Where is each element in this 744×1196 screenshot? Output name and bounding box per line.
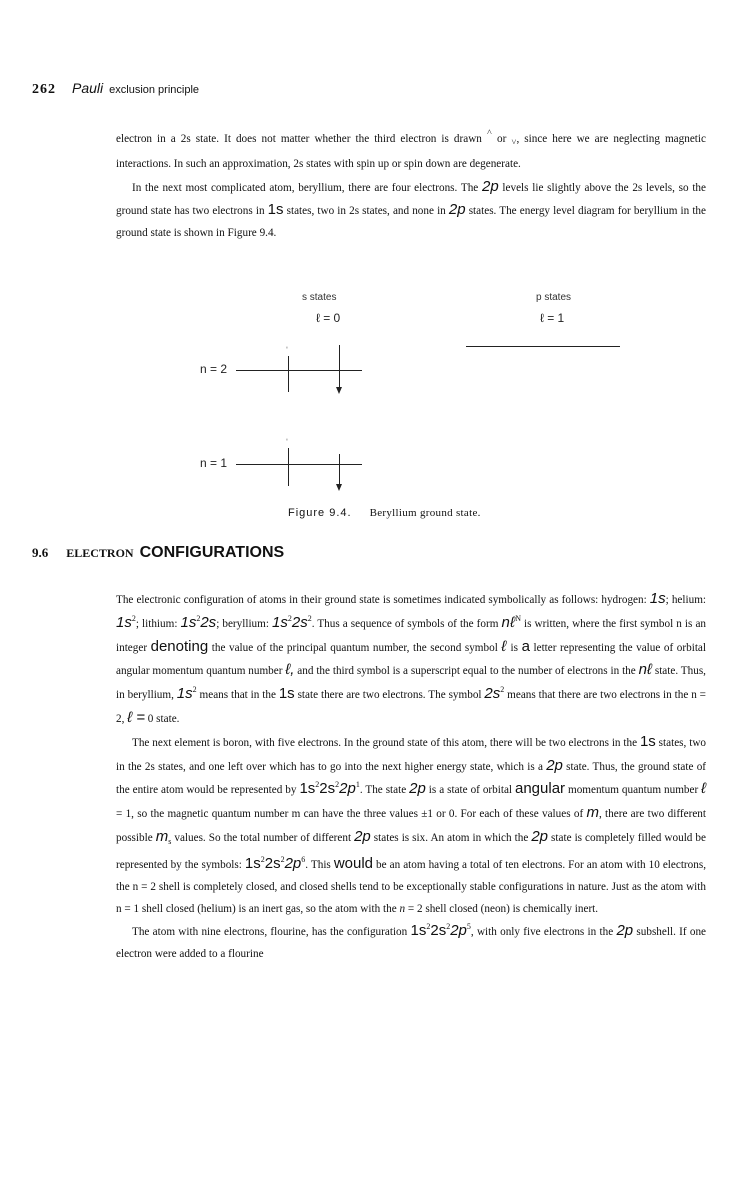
spin-up-arrowhead-n1-icon: ˈ [286,438,288,446]
caption-label: Figure 9.4. [288,507,352,519]
spin-down-arrowhead-n1-icon [336,484,342,491]
section-body-bottom [116,588,706,966]
n1-label: n = 1 [200,456,228,470]
section-title-part1: ELECTRON [66,546,134,560]
spin-up-electron-n2 [288,356,289,392]
paragraph-1: electron in a 2s state. It does not matter whether the third electron is drawn ˄ or $_˅$, since here we are neglecting magnetic interactions. In such an approximation, 2s states with spin up or spin down are degenerate. [116,127,706,170]
spin-down-icon: ˅ [511,137,517,147]
s-level-line-n1 [236,464,362,465]
section-body-top [116,122,706,245]
s-l-equation: ℓ = 0 [316,311,341,325]
s-level-line-n2 [236,370,362,371]
p-states-header: p states [536,292,572,303]
running-title-rest: exclusion principle [109,84,200,96]
section-title-part2: CONFIGURATIONS [139,544,285,561]
spin-up-arrowhead-icon: ˈ [286,346,288,354]
page-number: 262 [32,82,56,97]
section-number: 9.6 [32,545,49,560]
spin-down-arrowhead-icon [336,387,342,394]
figure-caption [288,507,481,519]
spin-down-electron-n1 [339,454,340,484]
spin-up-electron-n1 [288,448,289,486]
running-head [32,80,199,98]
paragraph-5: The atom with nine electrons, flourine, has the configuration $1s^22s^22p^5$, with only five electrons in the 2p subshell. If one electron were added to a flourine [116,922,706,961]
paragraph-2: In the next most complicated atom, beryllium, there are four electrons. The 2p levels lie slightly above the 2s levels, so the ground state has two electrons in 1s states, two in 2s states, and none in 2p states. The energy level diagram for beryllium in the ground state is shown in Figure 9.4. [116,177,706,240]
p-l-equation: ℓ = 1 [540,311,565,325]
paragraph-4: The next element is boron, with five electrons. In the ground state of this atom, there will be two electrons in the 1s states, two in the 2s states, and one left over which has to go into the next higher energy state, which is a 2p state. Thus, the ground state of the entire atom would be represented by $1s^22s^22p^1$. The state 2p is a state of orbital angular momentum quantum number ℓ = 1, so the magnetic quantum number m can have the three values ±1 or 0. For each of these values of m, there are two different possible $m_s$ values. So the total number of different 2p states is six. An atom in which the 2p state is completely filled would be represented by the symbols: $1s^22s^22p^6$. This would be an atom having a total of ten electrons. For an atom with 10 electrons, the n = 2 shell is completely closed, and closed shells tend to be exceptionally stable configurations in nature. Just as the atom with n = 1 shell closed (helium) is an inert gas, so the atom with the n = 2 shell closed (neon) is chemically inert. [116,732,707,915]
caption-text: Beryllium ground state. [369,507,481,519]
paragraph-3: The electronic configuration of atoms in their ground state is sometimes indicated symbolically as follows: hydrogen: 1s; helium: $1s^2$; lithium: $1s^22s$; beryllium: $1s^22s^2$. Thus a sequence of symbols of the form nℓ$^N$ is written, where the first symbol n is an integer denoting the value of the principal quantum number, the second symbol ℓ is a letter representing the value of orbital angular momentum quantum number ℓ, and the third symbol is a superscript equal to the number of electrons in the nℓ state. Thus, in beryllium, $1s^2$ means that in the 1s state there are two electrons. The symbol $2s^2$ means that there are two electrons in the n = 2, ℓ = 0 state. [116,590,706,726]
spin-up-icon: ˄ [486,127,492,137]
s-states-header: s states [302,292,337,303]
running-title-italic: Pauli [72,80,104,96]
n2-label: n = 2 [200,362,228,376]
p-level-line-n2 [466,346,620,347]
section-heading [32,544,284,562]
spin-down-electron-n2 [339,345,340,387]
